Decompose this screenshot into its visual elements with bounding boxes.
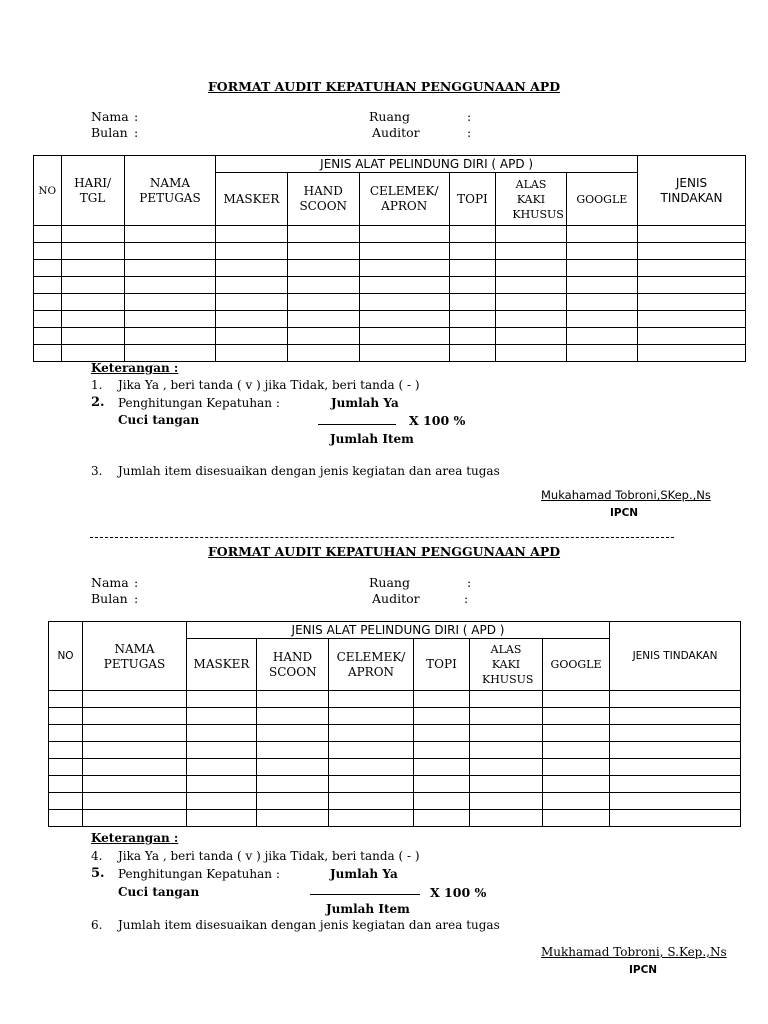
form1-table-cell[interactable] xyxy=(216,345,287,362)
form1-table-cell[interactable] xyxy=(61,243,124,260)
form1-table-cell[interactable] xyxy=(449,328,496,345)
form2-table-cell[interactable] xyxy=(470,691,543,708)
form2-table-cell[interactable] xyxy=(610,810,741,827)
form1-header-celemek: CELEMEK/ APRON xyxy=(359,173,449,226)
form2-table-row xyxy=(49,776,741,793)
form1-table-cell[interactable] xyxy=(287,328,359,345)
form1-table-cell[interactable] xyxy=(637,277,745,294)
form1-table-row xyxy=(34,243,746,260)
form1-table-cell[interactable] xyxy=(34,260,62,277)
form2-table-cell[interactable] xyxy=(414,691,470,708)
form1-table-cell[interactable] xyxy=(124,226,216,243)
form1-table-cell[interactable] xyxy=(287,311,359,328)
form1-table-row xyxy=(34,328,746,345)
form1-table-cell[interactable] xyxy=(637,260,745,277)
form1-table-cell[interactable] xyxy=(124,294,216,311)
form1-table-row xyxy=(34,277,746,294)
form1-table-cell[interactable] xyxy=(496,294,566,311)
form2-table-cell[interactable] xyxy=(414,742,470,759)
form1-table-cell[interactable] xyxy=(566,277,637,294)
form1-item3-text: Jumlah item disesuaikan dengan jenis kegiatan dan area tugas xyxy=(118,464,500,478)
form2-jumlah-item: Jumlah Item xyxy=(326,902,410,916)
form2-table-cell[interactable] xyxy=(83,793,187,810)
form2-table-cell[interactable] xyxy=(470,793,543,810)
form1-table-cell[interactable] xyxy=(61,328,124,345)
form2-header-masker: MASKER xyxy=(187,639,257,691)
form1-item2-text: Penghitungan Kepatuhan : xyxy=(118,396,280,410)
form1-ruang-label: Ruang xyxy=(369,109,410,124)
form1-table-cell[interactable] xyxy=(359,243,449,260)
form2-table-cell[interactable] xyxy=(414,708,470,725)
form1-bulan-label: Bulan xyxy=(91,125,128,140)
form2-keterangan: Keterangan : xyxy=(91,831,179,845)
form2-table-cell[interactable] xyxy=(257,776,329,793)
form1-keterangan: Keterangan : xyxy=(91,361,179,375)
form1-bulan-colon: : xyxy=(134,125,139,140)
form2-table-row xyxy=(49,691,741,708)
form1-table-cell[interactable] xyxy=(287,294,359,311)
form1-table-cell[interactable] xyxy=(449,311,496,328)
form1-table-cell[interactable] xyxy=(566,243,637,260)
form1-jumlah-ya: Jumlah Ya xyxy=(331,396,399,410)
form2-table-cell[interactable] xyxy=(187,810,257,827)
form1-header-hari-tgl: HARI/ TGL xyxy=(61,156,124,226)
form2-fraction-line xyxy=(310,894,420,895)
form1-table-cell[interactable] xyxy=(359,294,449,311)
form1-table-cell[interactable] xyxy=(566,311,637,328)
form2-table-cell[interactable] xyxy=(543,725,610,742)
form1-ruang-colon: : xyxy=(467,109,472,124)
form2-header-hand-scoon: HAND SCOON xyxy=(257,639,329,691)
form2-audit-table xyxy=(48,621,741,827)
form1-table-row xyxy=(34,311,746,328)
form1-header-nama-petugas: NAMA PETUGAS xyxy=(124,156,216,226)
form1-nama-label: Nama xyxy=(91,109,129,124)
form2-header-alas-kaki: ALAS KAKI KHUSUS xyxy=(470,639,543,691)
form1-table-cell[interactable] xyxy=(566,226,637,243)
form1-table-cell[interactable] xyxy=(34,277,62,294)
form1-table-cell[interactable] xyxy=(449,226,496,243)
form2-table-cell[interactable] xyxy=(187,793,257,810)
form2-table-cell[interactable] xyxy=(543,776,610,793)
form1-table-cell[interactable] xyxy=(359,328,449,345)
form2-table-cell[interactable] xyxy=(470,776,543,793)
form1-table-cell[interactable] xyxy=(216,328,287,345)
form2-table-cell[interactable] xyxy=(470,759,543,776)
form2-table-cell[interactable] xyxy=(187,708,257,725)
form2-table-cell[interactable] xyxy=(329,776,414,793)
form1-header-jenis-tindakan: JENIS TINDAKAN xyxy=(637,156,745,226)
form1-table-cell[interactable] xyxy=(496,311,566,328)
form2-table-cell[interactable] xyxy=(470,810,543,827)
form2-header-google: GOOGLE xyxy=(543,639,610,691)
form1-table-cell[interactable] xyxy=(34,311,62,328)
form1-item1-number: 1. xyxy=(91,378,103,392)
form2-table-cell[interactable] xyxy=(543,691,610,708)
form1-table-row xyxy=(34,345,746,362)
form1-table-cell[interactable] xyxy=(61,345,124,362)
form1-header-topi: TOPI xyxy=(449,173,496,226)
form1-table-cell[interactable] xyxy=(496,328,566,345)
form2-table-cell[interactable] xyxy=(610,759,741,776)
form1-table-cell[interactable] xyxy=(359,277,449,294)
form1-table-cell[interactable] xyxy=(496,243,566,260)
form1-table-cell[interactable] xyxy=(496,226,566,243)
form2-table-cell[interactable] xyxy=(83,810,187,827)
form1-table-cell[interactable] xyxy=(124,243,216,260)
form1-table-cell[interactable] xyxy=(637,294,745,311)
form1-table-cell[interactable] xyxy=(496,277,566,294)
form2-table-cell[interactable] xyxy=(543,810,610,827)
form2-jumlah-ya: Jumlah Ya xyxy=(330,867,398,881)
form2-table-cell[interactable] xyxy=(543,742,610,759)
form2-table-row xyxy=(49,810,741,827)
form2-table-cell[interactable] xyxy=(610,793,741,810)
form1-table-cell[interactable] xyxy=(287,277,359,294)
form1-table-row xyxy=(34,260,746,277)
form1-table-cell[interactable] xyxy=(566,328,637,345)
form1-header-no: NO xyxy=(34,156,62,226)
form2-table-cell[interactable] xyxy=(414,759,470,776)
form1-table-cell[interactable] xyxy=(124,311,216,328)
form1-table-cell[interactable] xyxy=(359,345,449,362)
form2-table-cell[interactable] xyxy=(49,793,83,810)
form2-signature: Mukhamad Tobroni, S.Kep.,Ns xyxy=(541,945,727,959)
form2-item2-text: Penghitungan Kepatuhan : xyxy=(118,867,280,881)
form2-table-cell[interactable] xyxy=(49,725,83,742)
form2-auditor-colon: : xyxy=(464,591,469,606)
form2-table-cell[interactable] xyxy=(83,776,187,793)
form2-table-cell[interactable] xyxy=(610,725,741,742)
form1-table-cell[interactable] xyxy=(637,243,745,260)
form1-table-cell[interactable] xyxy=(287,243,359,260)
form2-item3-number: 6. xyxy=(91,918,103,932)
form1-table-cell[interactable] xyxy=(359,226,449,243)
form1-table-cell[interactable] xyxy=(287,226,359,243)
form2-table-cell[interactable] xyxy=(543,759,610,776)
form2-header-apd-group: JENIS ALAT PELINDUNG DIRI ( APD ) xyxy=(187,622,610,639)
form1-table-cell[interactable] xyxy=(496,345,566,362)
form1-table-cell[interactable] xyxy=(216,243,287,260)
form2-table-cell[interactable] xyxy=(470,725,543,742)
form1-table-row xyxy=(34,226,746,243)
form2-table-cell[interactable] xyxy=(257,742,329,759)
form2-table-cell[interactable] xyxy=(329,810,414,827)
form1-table-cell[interactable] xyxy=(449,243,496,260)
form1-header-masker: MASKER xyxy=(216,173,287,226)
form2-table-row xyxy=(49,759,741,776)
form2-bulan-colon: : xyxy=(134,591,139,606)
form1-header-google: GOOGLE xyxy=(566,173,637,226)
form1-table-cell[interactable] xyxy=(359,311,449,328)
form2-cuci-tangan: Cuci tangan xyxy=(118,885,200,899)
form2-table-cell[interactable] xyxy=(414,776,470,793)
form1-table-cell[interactable] xyxy=(637,345,745,362)
form1-table-cell[interactable] xyxy=(61,311,124,328)
form2-table-cell[interactable] xyxy=(329,793,414,810)
form2-table-row xyxy=(49,793,741,810)
form2-table-cell[interactable] xyxy=(83,759,187,776)
form1-table-cell[interactable] xyxy=(216,260,287,277)
form2-item1-text: Jika Ya , beri tanda ( v ) jika Tidak, beri tanda ( - ) xyxy=(118,849,420,863)
form1-header-hand-scoon: HAND SCOON xyxy=(287,173,359,226)
form2-table-cell[interactable] xyxy=(83,742,187,759)
form2-item3-text: Jumlah item disesuaikan dengan jenis kegiatan dan area tugas xyxy=(118,918,500,932)
form2-table-cell[interactable] xyxy=(49,810,83,827)
form2-table-cell[interactable] xyxy=(610,708,741,725)
form2-bulan-label: Bulan xyxy=(91,591,128,606)
form2-table-cell[interactable] xyxy=(83,691,187,708)
form1-cuci-tangan: Cuci tangan xyxy=(118,413,200,427)
form2-table-cell[interactable] xyxy=(187,776,257,793)
form2-header-celemek: CELEMEK/ APRON xyxy=(329,639,414,691)
form2-table-cell[interactable] xyxy=(49,691,83,708)
form1-table-cell[interactable] xyxy=(216,294,287,311)
section-divider xyxy=(90,537,674,538)
form1-table-row xyxy=(34,294,746,311)
form1-table-cell[interactable] xyxy=(449,277,496,294)
form2-table-cell[interactable] xyxy=(329,759,414,776)
form1-audit-table xyxy=(33,155,746,362)
form2-table-cell[interactable] xyxy=(414,725,470,742)
form1-table-cell[interactable] xyxy=(449,294,496,311)
form1-table-cell[interactable] xyxy=(34,328,62,345)
form2-table-cell[interactable] xyxy=(187,725,257,742)
form1-table-cell[interactable] xyxy=(566,345,637,362)
form1-role: IPCN xyxy=(610,507,639,519)
form2-table-cell[interactable] xyxy=(610,776,741,793)
form2-table-cell[interactable] xyxy=(257,810,329,827)
form2-x100: X 100 % xyxy=(430,885,487,900)
form1-table-cell[interactable] xyxy=(566,260,637,277)
form2-ruang-colon: : xyxy=(467,575,472,590)
form1-table-cell[interactable] xyxy=(449,260,496,277)
form2-table-cell[interactable] xyxy=(414,810,470,827)
form2-table-cell[interactable] xyxy=(543,793,610,810)
form2-table-cell[interactable] xyxy=(257,691,329,708)
form2-table-cell[interactable] xyxy=(414,793,470,810)
form1-table-cell[interactable] xyxy=(216,277,287,294)
form2-table-cell[interactable] xyxy=(49,759,83,776)
form1-table-cell[interactable] xyxy=(359,260,449,277)
form2-table-cell[interactable] xyxy=(187,691,257,708)
form2-table-cell[interactable] xyxy=(610,742,741,759)
form2-table-cell[interactable] xyxy=(329,742,414,759)
form1-table-cell[interactable] xyxy=(216,311,287,328)
form1-jumlah-item: Jumlah Item xyxy=(330,432,414,446)
form2-item1-number: 4. xyxy=(91,849,103,863)
form1-item1-text: Jika Ya , beri tanda ( v ) jika Tidak, beri tanda ( - ) xyxy=(118,378,420,392)
form2-table-row xyxy=(49,708,741,725)
form2-table-cell[interactable] xyxy=(329,725,414,742)
form2-nama-label: Nama xyxy=(91,575,129,590)
form1-table-cell[interactable] xyxy=(124,260,216,277)
form2-header-nama-petugas: NAMA PETUGAS xyxy=(83,622,187,691)
form2-table-cell[interactable] xyxy=(187,742,257,759)
form1-table-cell[interactable] xyxy=(637,328,745,345)
form1-header-alas-kaki: ALAS KAKI KHUSUS xyxy=(496,173,566,226)
form2-header-jenis-tindakan: JENIS TINDAKAN xyxy=(610,622,741,691)
form1-table-cell[interactable] xyxy=(34,226,62,243)
form2-table-cell[interactable] xyxy=(83,708,187,725)
form2-table-row xyxy=(49,742,741,759)
form2-table-cell[interactable] xyxy=(49,776,83,793)
form1-table-cell[interactable] xyxy=(287,345,359,362)
form2-table-cell[interactable] xyxy=(187,759,257,776)
form2-item2-number: 5. xyxy=(91,866,105,881)
form2-table-cell[interactable] xyxy=(83,725,187,742)
form1-table-cell[interactable] xyxy=(566,294,637,311)
form1-table-cell[interactable] xyxy=(637,311,745,328)
form2-table-cell[interactable] xyxy=(257,725,329,742)
form1-table-cell[interactable] xyxy=(61,294,124,311)
form2-role: IPCN xyxy=(629,964,658,976)
form1-table-cell[interactable] xyxy=(34,294,62,311)
form1-table-cell[interactable] xyxy=(287,260,359,277)
form1-table-cell[interactable] xyxy=(34,345,62,362)
form1-title: FORMAT AUDIT KEPATUHAN PENGGUNAAN APD xyxy=(207,79,561,94)
form2-table-cell[interactable] xyxy=(610,691,741,708)
form2-table-cell[interactable] xyxy=(470,708,543,725)
form1-table-cell[interactable] xyxy=(34,243,62,260)
form1-table-cell[interactable] xyxy=(216,226,287,243)
form1-header-apd-group: JENIS ALAT PELINDUNG DIRI ( APD ) xyxy=(216,156,638,173)
form1-fraction-line xyxy=(318,424,396,425)
form1-item3-number: 3. xyxy=(91,464,103,478)
form2-table-cell[interactable] xyxy=(470,742,543,759)
form1-table-cell[interactable] xyxy=(637,226,745,243)
form2-auditor-label: Auditor xyxy=(372,591,420,606)
form2-table-cell[interactable] xyxy=(257,793,329,810)
form2-table-cell[interactable] xyxy=(329,708,414,725)
form2-header-topi: TOPI xyxy=(414,639,470,691)
form2-title: FORMAT AUDIT KEPATUHAN PENGGUNAAN APD xyxy=(207,544,561,559)
form1-x100: X 100 % xyxy=(409,413,466,428)
form2-ruang-label: Ruang xyxy=(369,575,410,590)
form2-header-no: NO xyxy=(49,622,83,691)
form1-table-cell[interactable] xyxy=(124,345,216,362)
form2-table-cell[interactable] xyxy=(257,759,329,776)
form1-table-cell[interactable] xyxy=(496,260,566,277)
form1-table-cell[interactable] xyxy=(61,226,124,243)
form1-table-cell[interactable] xyxy=(449,345,496,362)
form2-table-cell[interactable] xyxy=(257,708,329,725)
form2-table-cell[interactable] xyxy=(543,708,610,725)
form1-auditor-label: Auditor xyxy=(372,125,420,140)
form1-nama-colon: : xyxy=(134,109,139,124)
form1-table-cell[interactable] xyxy=(124,328,216,345)
form2-table-cell[interactable] xyxy=(49,708,83,725)
form1-table-cell[interactable] xyxy=(124,277,216,294)
form1-auditor-colon: : xyxy=(467,125,472,140)
form2-nama-colon: : xyxy=(134,575,139,590)
form1-table-cell[interactable] xyxy=(61,277,124,294)
form1-item2-number: 2. xyxy=(91,395,105,410)
form2-table-cell[interactable] xyxy=(329,691,414,708)
form2-table-cell[interactable] xyxy=(49,742,83,759)
form2-table-row xyxy=(49,725,741,742)
form1-signature: Mukahamad Tobroni,SKep.,Ns xyxy=(541,488,711,502)
form1-table-cell[interactable] xyxy=(61,260,124,277)
